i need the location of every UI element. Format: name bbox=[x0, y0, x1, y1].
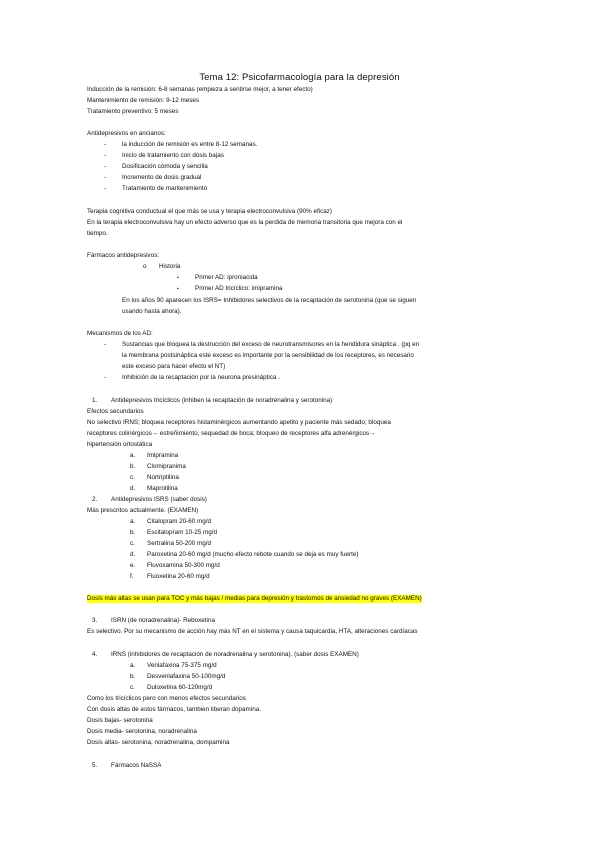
section-number: 4. bbox=[92, 651, 98, 658]
paragraph-line: Efectos secundarios bbox=[87, 408, 144, 415]
list-item: - Sustancias que bloquea la destrucción del exceso de neurotransmisores en la hendidura sináptica . (pq en bbox=[122, 341, 419, 349]
paragraph-line: Dosis media- serotonina, noradrenalina bbox=[87, 728, 197, 735]
section-heading: Mecanismos de los AD: bbox=[87, 330, 153, 337]
item-letter: d. bbox=[130, 485, 136, 492]
item-letter: c. bbox=[130, 540, 135, 547]
section-heading: Antidepresivos tricíclicos (inhiben la recaptación de noradrenalina y serotonina) bbox=[111, 397, 333, 404]
list-item: Primer AD: iproniacida bbox=[195, 274, 258, 281]
list-item-continuation: la membrana postsináptica este exceso es importante por la sensibilidad de los receptores, es necesario bbox=[122, 352, 414, 359]
list-item: - Tratamiento de mantenimiento bbox=[122, 185, 207, 193]
item-letter: b. bbox=[130, 529, 136, 536]
page-title: Tema 12: Psicofarmacología para la depresión bbox=[199, 72, 400, 83]
paragraph-line: receptores colinérgicos→ estreñimiento, sequedad de boca; bloqueo de receptores alfa adrenérgicos→ bbox=[87, 430, 376, 437]
section-number: 3. bbox=[92, 617, 98, 624]
paragraph-line: Es selectivo. Por su mecanismo de acción hay más NT en el sistema y causa taquicardia, HTA, alteraciones cardíacas bbox=[87, 628, 418, 635]
item-letter: c. bbox=[130, 684, 135, 691]
intro-line: Mantenimiento de remisión: 9-12 meses bbox=[87, 97, 199, 104]
section-heading: IRNS (inhibidores de recaptación de noradrenalina y serotonina). (saber dosis EXAMEN) bbox=[111, 651, 359, 658]
paragraph-line: En los años 90 aparecen los ISRS= Inhibidores selectivos de la recaptación de serotonina (que se siguen bbox=[122, 297, 417, 304]
paragraph-line: Terapia cognitiva conductual el que más se usa y terapia electroconvulsiva (90% eficaz) bbox=[87, 208, 333, 215]
paragraph-line: hipertensión ortostática bbox=[87, 441, 153, 448]
list-item: Escitalopram 10-25 mg/d bbox=[147, 529, 217, 536]
paragraph-line: usando hasta ahora). bbox=[122, 308, 182, 315]
sub-bullet: o bbox=[143, 263, 147, 270]
section-number: 1. bbox=[92, 397, 98, 404]
intro-line: Tratamiento preventivo: 5 meses bbox=[87, 108, 179, 115]
item-letter: b. bbox=[130, 673, 136, 680]
list-item: Paroxetina 20-60 mg/d (mucho efecto rebote cuando se deja es muy fuerte) bbox=[147, 551, 359, 558]
paragraph-line: Con dosis altas de estos fármacos, tambien liberan dopamina. bbox=[87, 706, 261, 713]
intro-line: Inducción de la remisión: 6-8 semanas (empieza a sentirse mejor, a tener efecto) bbox=[87, 86, 313, 93]
list-item: - Incremento de dosis gradual bbox=[122, 174, 201, 182]
section-heading: ISRN (de noradrenalina)- Reboxetina bbox=[111, 617, 215, 624]
section-heading: Fármacos antidepresivos: bbox=[87, 252, 160, 259]
list-item: Primer AD tricíclico: imipramina bbox=[195, 285, 283, 292]
paragraph-line: tiempo. bbox=[87, 230, 108, 237]
list-item: Maprotilina bbox=[147, 485, 178, 492]
list-item-continuation: este exceso para hacer efecto el NT) bbox=[122, 363, 226, 370]
square-bullet: ▪ bbox=[177, 286, 179, 292]
list-item: Duloxetina 60-120mg/d bbox=[147, 684, 213, 691]
list-item: - Dosificación cómoda y sencilla bbox=[122, 163, 208, 171]
item-letter: a. bbox=[130, 518, 136, 525]
section-number: 5. bbox=[92, 762, 98, 769]
paragraph-line: En la terapia electroconvulsiva hay un efecto adverso que es la perdida de memoria transitoria que mejora con el bbox=[87, 219, 403, 226]
highlighted-note: Dosis más altas se usan para TOC y más bajas / medias para depresión y trastornos de ansiedad no graves (EXAMEN) bbox=[87, 595, 422, 602]
list-item: Citalopram 20-60 mg/d bbox=[147, 518, 212, 525]
section-heading: Fármacos NaSSA bbox=[111, 762, 162, 769]
square-bullet: ▪ bbox=[177, 275, 179, 281]
section-heading: Antidepresivos ISRS (saber dosis) bbox=[111, 496, 207, 503]
list-item: Fluoxetina 20-60 mg/d bbox=[147, 573, 210, 580]
list-item: Fluvoxamina 50-300 mg/d bbox=[147, 562, 220, 569]
paragraph-line: No selectivo IRNS; bloquea receptores histaminérgicos aumentando apetito y paciente más sedado; bloquea bbox=[87, 419, 391, 426]
section-heading: Antidepresivos en ancianos: bbox=[87, 130, 166, 137]
paragraph-line: Como los tricíclicos pero con menos efectos secundarios bbox=[87, 695, 246, 702]
list-item: Nortriptilina bbox=[147, 474, 179, 481]
item-letter: e. bbox=[130, 562, 136, 569]
list-item: - la inducción de remisión es entre 8-12 semanas. bbox=[122, 141, 257, 149]
list-item: Clomipranima bbox=[147, 463, 186, 470]
list-item: Venlafaxina 75-375 mg/d bbox=[147, 662, 217, 669]
item-letter: f. bbox=[130, 573, 134, 580]
item-letter: c. bbox=[130, 474, 135, 481]
list-item: Sertralina 50-200 mg/d bbox=[147, 540, 212, 547]
item-letter: b. bbox=[130, 463, 136, 470]
list-item: - Inhibición de la recaptación por la neurona presináptica . bbox=[122, 374, 280, 382]
item-letter: a. bbox=[130, 452, 136, 459]
item-letter: a. bbox=[130, 662, 136, 669]
list-item: Desvenlafaxina 50-100mg/d bbox=[147, 673, 226, 680]
list-item: Imipramina bbox=[147, 452, 179, 459]
item-letter: d. bbox=[130, 551, 136, 558]
list-item: - Inicio de tratamiento con dosis bajas bbox=[122, 152, 224, 160]
list-item: Historia bbox=[159, 263, 181, 270]
paragraph-line: Dosis altas- serotonina, noradrenalina, dompamina bbox=[87, 739, 230, 746]
paragraph-line: Dosis bajas- serotonina bbox=[87, 717, 153, 724]
section-number: 2. bbox=[92, 496, 98, 503]
paragraph-line: Más prescritos actualmente. (EXAMEN) bbox=[87, 507, 199, 514]
